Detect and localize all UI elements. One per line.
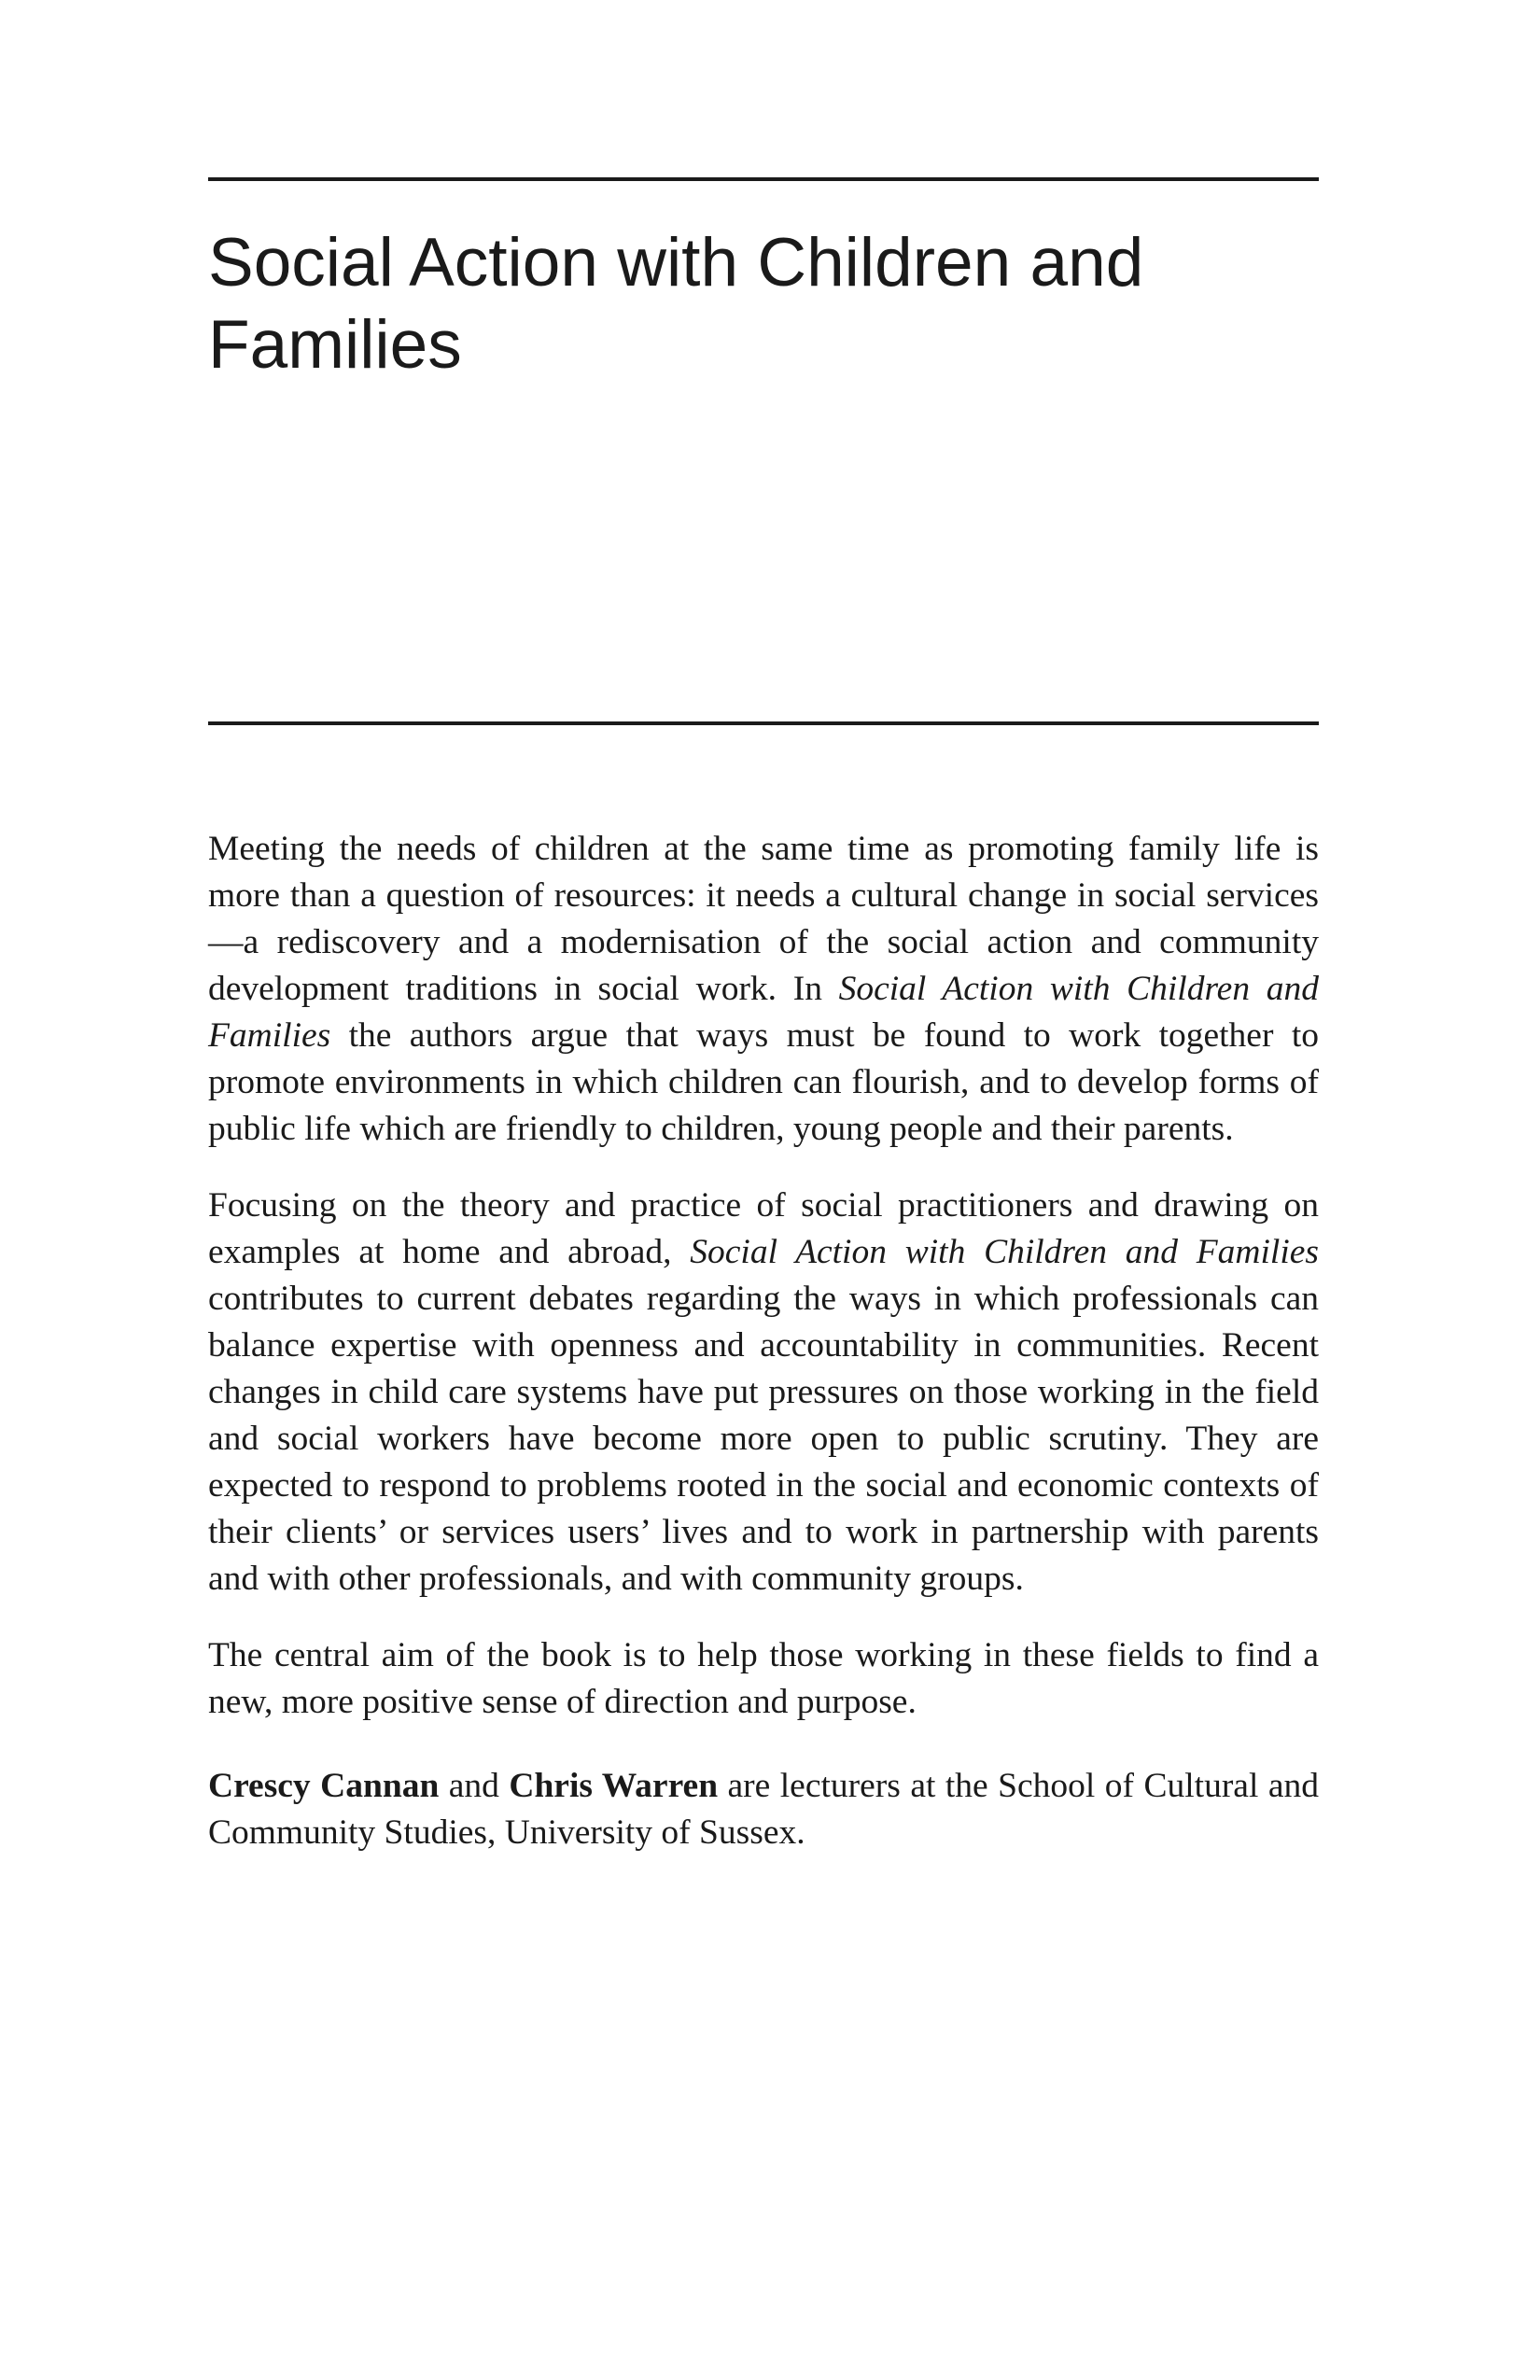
book-description (208, 826, 1319, 1886)
description-paragraph-3: The central aim of the book is to help those working in these fields to find a new, more positive sense of direction and purpose. (208, 1636, 1319, 1721)
p1-book-title: Social Action with Children and Families (208, 970, 1319, 1055)
p2-text-end: contributes to current debates regarding the ways in which professionals can balance expertise with openness and accountability in communities. Recent changes in child care systems have put pressures on those working in the field and social workers have become more open to public scrutiny. They are expected to respond to problems rooted in the social and economic contexts of their clients’ or services users’ lives and to work in partnership with parents and with other professionals, and with community groups. (208, 1280, 1319, 1598)
author-name-2: Chris Warren (509, 1767, 719, 1805)
description-paragraph-2 (208, 1183, 1319, 1603)
author-bio (208, 1763, 1319, 1856)
top-divider (208, 177, 1319, 181)
p1-text-start: Meeting the needs of children at the same time as promoting family life is more than a question of resources: it needs a cultural change in social services—a rediscovery and a modernisation of the social action and community development traditions in social work. In (208, 830, 1319, 1008)
description-paragraph-1 (208, 826, 1319, 1153)
middle-divider (208, 721, 1319, 725)
p1-text-end: the authors argue that ways must be found to work together to promote environments in which children can flourish, and to develop forms of public life which are friendly to children, young people and their parents. (208, 1016, 1319, 1148)
p2-text-start: Focusing on the theory and practice of social practitioners and drawing on examples at home and abroad, (208, 1186, 1319, 1271)
author-name-1: Crescy Cannan (208, 1767, 440, 1805)
author-bio-text: are lecturers at the School of Cultural and Community Studies, University of Sussex. (208, 1767, 1319, 1852)
author-connector: and (439, 1767, 510, 1805)
page-title: Social Action with Children and Families (208, 225, 1144, 383)
p2-book-title: Social Action with Children and Families (690, 1233, 1319, 1271)
